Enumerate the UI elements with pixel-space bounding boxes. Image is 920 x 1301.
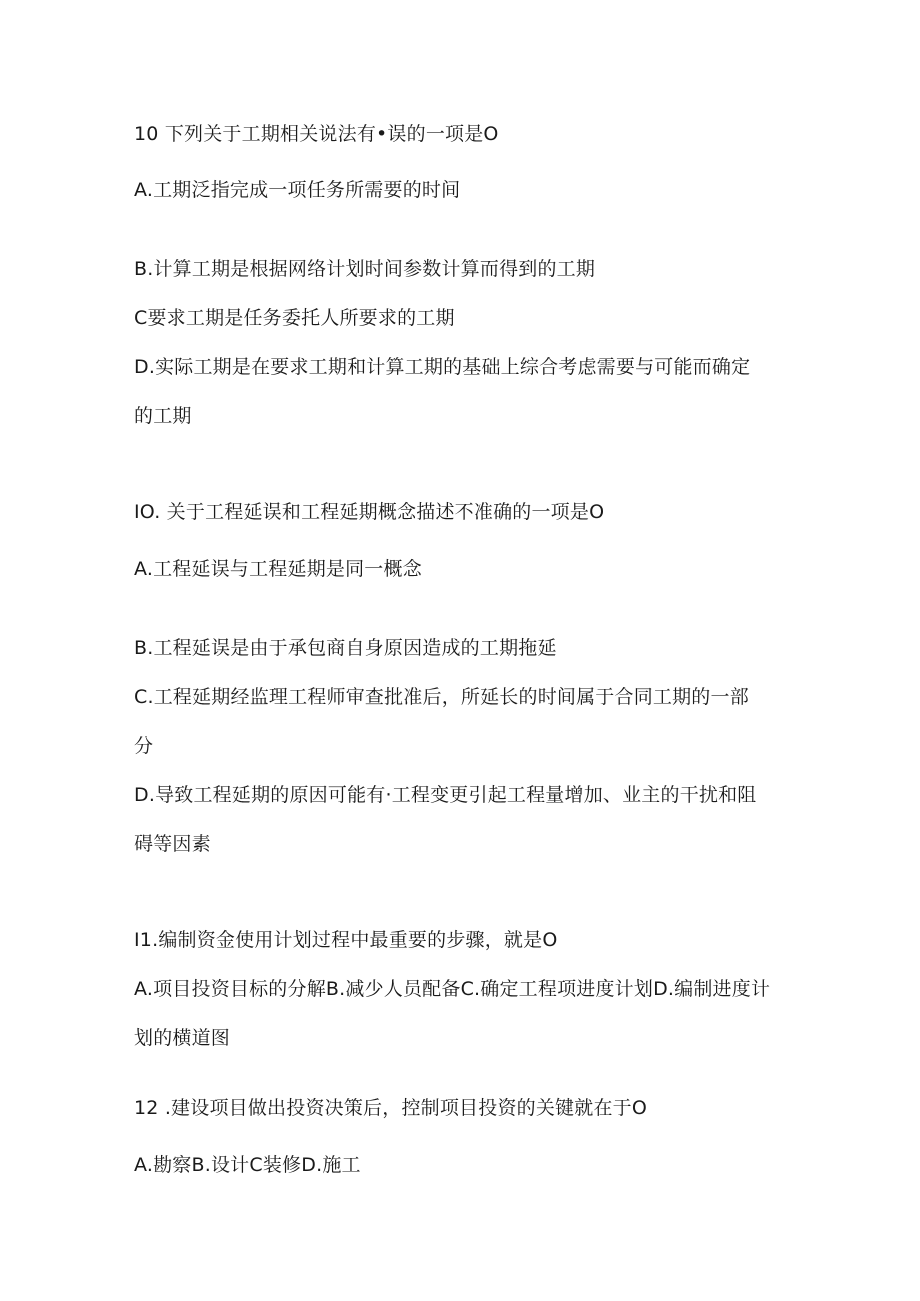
question-10-option-b: B.计算工期是根据网络计划时间参数计算而得到的工期 [134, 258, 596, 280]
question-io-option-c-cont: 分 [134, 735, 154, 757]
question-10-option-d: D.实际工期是在要求工期和计算工期的基础上综合考虑需要与可能而确定 [134, 356, 751, 378]
question-11-options-cont: 划的横道图 [134, 1027, 231, 1049]
question-io-option-b: B.工程延误是由于承包商自身原因造成的工期拖延 [134, 637, 557, 659]
question-io-option-a: A.工程延误与工程延期是同一概念 [134, 558, 422, 580]
question-12-stem: 12 .建设项目做出投资决策后，控制项目投资的关键就在于O [134, 1097, 648, 1119]
question-10-option-a: A.工期泛指完成一项任务所需要的时间 [134, 179, 461, 201]
question-10-stem: 10 下列关于工期相关说法有•误的一项是O [134, 123, 499, 145]
question-io-stem: IO. 关于工程延误和工程延期概念描述不准确的一项是O [134, 501, 605, 523]
question-io-option-c: C.工程延期经监理工程师审查批准后，所延长的时间属于合同工期的一部 [134, 686, 749, 708]
question-10-option-d-cont: 的工期 [134, 405, 192, 427]
question-12-options: A.勘察B.设计C装修D.施工 [134, 1154, 361, 1176]
question-11-options: A.项目投资目标的分解B.减少人员配备C.确定工程项进度计划D.编制进度计 [134, 978, 771, 1000]
question-10-option-c: C要求工期是任务委托人所要求的工期 [134, 307, 455, 329]
question-io-option-d: D.导致工程延期的原因可能有·工程变更引起工程量增加、业主的干扰和阻 [134, 784, 757, 806]
question-11-stem: I1.编制资金使用计划过程中最重要的步骤，就是O [134, 929, 558, 951]
question-io-option-d-cont: 碍等因素 [134, 833, 211, 855]
